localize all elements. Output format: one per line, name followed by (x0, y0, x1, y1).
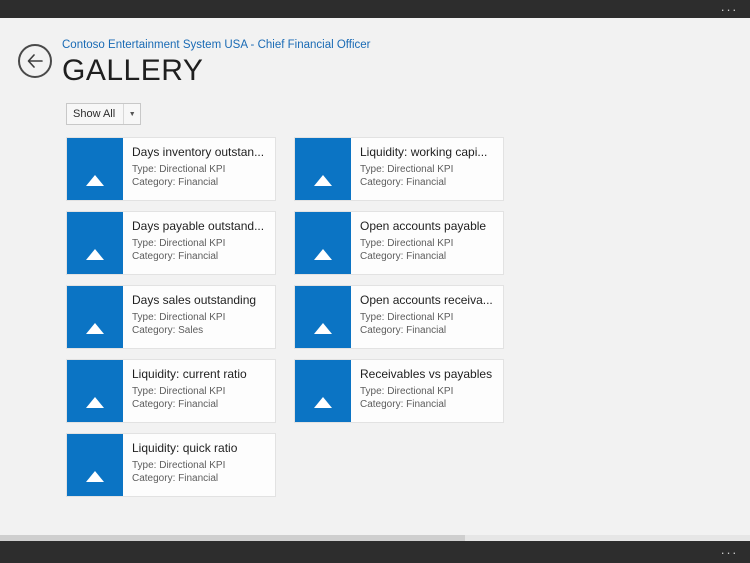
triangle-up-icon (86, 471, 104, 482)
tile-title: Days inventory outstan... (132, 145, 265, 159)
tile-info (123, 434, 243, 496)
bottom-chrome-bar (0, 541, 750, 563)
tile-info (351, 212, 492, 274)
tile-type: Type: Directional KPI (360, 312, 454, 323)
back-button[interactable] (18, 44, 52, 78)
tile-type: Type: Directional KPI (132, 460, 226, 471)
kpi-thumbnail (67, 212, 123, 274)
tile-title: Days payable outstand... (132, 219, 265, 233)
tile-title: Liquidity: quick ratio (132, 441, 238, 455)
tile-type: Type: Directional KPI (132, 312, 226, 323)
show-all-dropdown-label: Show All (73, 108, 116, 120)
gallery-tile[interactable] (294, 211, 504, 275)
horizontal-scrollbar[interactable] (0, 535, 750, 541)
triangle-up-icon (86, 397, 104, 408)
show-all-dropdown[interactable] (66, 103, 141, 125)
horizontal-scrollbar-thumb[interactable] (0, 535, 465, 541)
tile-title: Receivables vs payables (360, 367, 493, 381)
kpi-thumbnail (67, 286, 123, 348)
bottom-overflow-dots-icon[interactable]: ··· (720, 544, 738, 560)
kpi-thumbnail (67, 434, 123, 496)
tile-info (351, 138, 493, 200)
tile-info (351, 360, 498, 422)
tile-type: Type: Directional KPI (132, 238, 226, 249)
filter-row (0, 89, 750, 125)
tile-category: Category: Financial (132, 473, 219, 484)
gallery-tile[interactable] (294, 359, 504, 423)
gallery-grid (66, 137, 750, 535)
tile-title: Open accounts receiva... (360, 293, 493, 307)
kpi-thumbnail (67, 360, 123, 422)
triangle-up-icon (314, 323, 332, 334)
tile-category: Category: Financial (360, 251, 447, 262)
kpi-thumbnail (295, 286, 351, 348)
gallery-tile[interactable] (66, 433, 276, 497)
triangle-up-icon (314, 249, 332, 260)
top-chrome-bar (0, 0, 750, 18)
top-overflow-dots-icon[interactable]: ··· (720, 1, 738, 17)
tile-title: Open accounts payable (360, 219, 487, 233)
page-surface (0, 18, 750, 541)
gallery-tile[interactable] (66, 359, 276, 423)
page-title: GALLERY (62, 54, 204, 87)
gallery-tile[interactable] (66, 137, 276, 201)
tile-category: Category: Financial (132, 399, 219, 410)
triangle-up-icon (314, 175, 332, 186)
gallery-tile[interactable] (66, 285, 276, 349)
tile-type: Type: Directional KPI (132, 164, 226, 175)
breadcrumb[interactable]: Contoso Entertainment System USA - Chief Financial Officer (62, 39, 371, 51)
tile-type: Type: Directional KPI (360, 164, 454, 175)
kpi-thumbnail (67, 138, 123, 200)
gallery-tile[interactable] (294, 137, 504, 201)
tile-title: Liquidity: current ratio (132, 367, 247, 381)
tile-category: Category: Financial (360, 325, 447, 336)
page-header (0, 18, 750, 89)
tile-info (123, 138, 270, 200)
tile-title: Days sales outstanding (132, 293, 257, 307)
tile-info (123, 286, 262, 348)
tile-type: Type: Directional KPI (360, 238, 454, 249)
triangle-up-icon (314, 397, 332, 408)
kpi-thumbnail (295, 360, 351, 422)
tile-title: Liquidity: working capi... (360, 145, 488, 159)
tile-category: Category: Financial (360, 177, 447, 188)
tile-category: Category: Financial (360, 399, 447, 410)
triangle-up-icon (86, 323, 104, 334)
chevron-down-icon: ▼ (123, 104, 140, 124)
kpi-thumbnail (295, 212, 351, 274)
tile-info (123, 212, 270, 274)
back-arrow-icon (27, 54, 43, 68)
tile-info (351, 286, 499, 348)
kpi-thumbnail (295, 138, 351, 200)
triangle-up-icon (86, 249, 104, 260)
title-block (62, 34, 371, 89)
tile-category: Category: Financial (132, 251, 219, 262)
tile-category: Category: Sales (132, 325, 204, 336)
tile-category: Category: Financial (132, 177, 219, 188)
triangle-up-icon (86, 175, 104, 186)
tile-type: Type: Directional KPI (132, 386, 226, 397)
tile-type: Type: Directional KPI (360, 386, 454, 397)
gallery-tile[interactable] (66, 211, 276, 275)
gallery-tile[interactable] (294, 285, 504, 349)
tile-info (123, 360, 253, 422)
